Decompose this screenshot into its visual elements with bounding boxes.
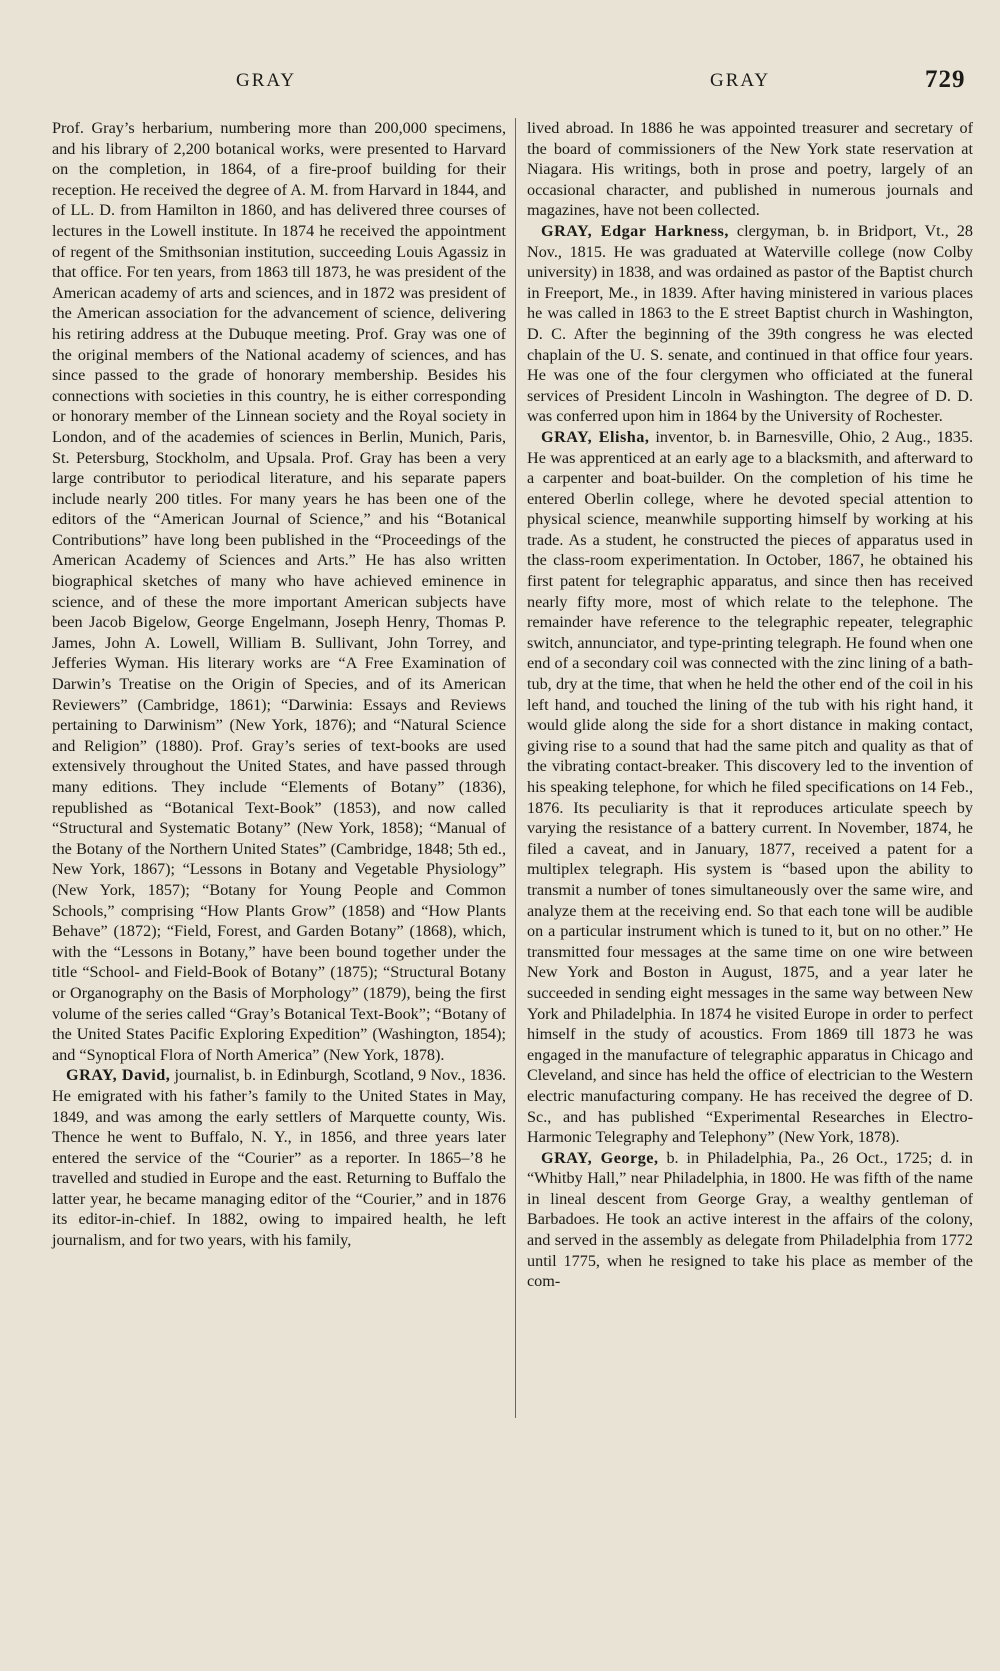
running-head [0, 66, 1000, 106]
gray-asa-continued-paragraph: Prof. Gray’s herbarium, numbering more than 200,000 specimens, and his library of 2,200 botanical works, were presented to Harvard on the completion, in 1864, of a fire-proof building for their reception. He received the degree of A. M. from Harvard in 1844, and of LL. D. from Hamilton in 1860, and has delivered three courses of lectures in the Lowell institute. In 1874 he received the appointment of regent of the Smithsonian institution, succeeding Louis Agassiz in that office. For ten years, from 1863 till 1873, he was president of the American academy of arts and sciences, and in 1872 was president of the American association for the advancement of science, delivering his retiring address at the Dubuque meeting. Prof. Gray was one of the original members of the National academy of sciences, and has since passed to the grade of honorary membership. Besides his connections with societies in this country, he is either corresponding or honorary member of the Linnean society and the Royal society in London, and of the academies of sciences in Berlin, Munich, Paris, St. Petersburg, Stockholm, and Upsala. Prof. Gray has been a very large contributor to periodical literature, and his separate papers include nearly 200 titles. For many years he has been one of the editors of the “American Journal of Science,” and his “Botanical Contributions” have long been published in the “Proceedings of the American Academy of Sciences and Arts.” He has also written biographical sketches of many who have achieved eminence in science, and of these the more important American subjects have been Jacob Bigelow, George Engelmann, Joseph Henry, Thomas P. James, John A. Lowell, William B. Sullivant, John Torrey, and Jefferies Wyman. His literary works are “A Free Examination of Darwin’s Treatise on the Origin of Species, and of its American Reviewers” (Cambridge, 1861); “Darwinia: Essays and Reviews pertaining to Darwinism” (New York, 1876); and “Natural Science and Religion” (1880). Prof. Gray’s series of text-books are used extensively throughout the United States, and have passed through many editions. They include “Elements of Botany” (1836), republished as “Botanical Text-Book” (1853), and now called “Structural and Systematic Botany” (New York, 1858); “Manual of the Botany of the Northern United States” (Cambridge, 1848; 5th ed., New York, 1867); “Lessons in Botany and Vegetable Physiology” (New York, 1857); “Botany for Young People and Common Schools,” comprising “How Plants Grow” (1858) and “How Plants Behave” (1872); “Field, Forest, and Garden Botany” (1868), which, with the “Lessons in Botany,” have been bound together under the title “School- and Field-Book of Botany” (1875); “Structural Botany or Organography on the Basis of Morphology” (1879), being the first volume of the series called “Gray’s Botanical Text-Book”; “Botany of the United States Pacific Exploring Expedition” (Washington, 1854); and “Synoptical Flora of North America” (New York, 1878). [52, 119, 506, 1064]
entry-gray-david [52, 1065, 506, 1250]
entry-gray-elisha [527, 427, 973, 1148]
entry-heading: GRAY, David, [66, 1066, 171, 1085]
running-head-left: GRAY [236, 70, 297, 91]
entry-heading: GRAY, Elisha, [541, 427, 650, 446]
entry-text: inventor, b. in Barnesville, Ohio, 2 Aug., 1835. He was apprenticed at an early age to a blacksmith, and afterward to a carpenter and boat-builder. On the completion of his time he entered Oberlin college, where he devoted special attention to physical science, meanwhile supporting himself by working at his trade. As a student, he constructed the pieces of apparatus used in the class-room experimentation. In October, 1867, he obtained his first patent for telegraphic apparatus, and since then has received nearly fifty more, most of which relate to the telephone. The remainder have reference to the telegraphic repeater, telegraphic switch, annunciator, and type-printing telegraph. He found when one end of a secondary coil was connected with the zinc lining of a bath-tub, dry at the time, that when he held the other end of the coil in his left hand, and touched the lining of the tub with his right hand, it would glide along the side for a short distance in making contact, giving rise to a sound that had the same pitch and quality as that of the vibrating contact-breaker. This discovery led to the invention of his speaking telephone, for which he filed specifications on 14 Feb., 1876. Its peculiarity is that it reproduces articulate speech by varying the resistance of a battery current. In November, 1874, he filed a caveat, and in January, 1877, received a patent for a multiplex telegraph. His system is “based upon the ability to transmit a number of tones simultaneously over the same wire, and analyze them at the receiving end. So that each tone will be audible on a particular instrument which is tuned to it, but on no other.” He transmitted four messages at the same time on one wire between New York and Boston in August, 1875, and a year later he succeeded in sending eight messages in the same way between New York and Philadelphia. In 1874 he visited Europe in order to perfect himself in the study of acoustics. From 1869 till 1873 he was engaged in the manufacture of telegraphic apparatus in Chicago and Cleveland, and since has held the office of electrician to the Western electric manufacturing company. He has received the degree of D. Sc., and has published “Experimental Researches in Electro-Harmonic Telegraphy and Telephony” (New York, 1878). [527, 427, 974, 1147]
column-divider [515, 118, 516, 1418]
right-column [527, 118, 973, 1292]
entry-gray-george [527, 1148, 973, 1292]
entry-text: journalist, b. in Edinburgh, Scotland, 9 Nov., 1836. He emigrated with his father’s family to the United States in May, 1849, and was among the early settlers of Marquette county, Wis. Thence he went to Buffalo, N. Y., in 1856, and three years later entered the service of the “Courier” as a reporter. In 1865–’8 he travelled and studied in Europe and the east. Returning to Buffalo the latter year, he became managing editor of the “Courier,” and in 1876 its editor-in-chief. In 1882, owing to impaired health, he left journalism, and for two years, with his family, [52, 1066, 506, 1250]
page-number: 729 [925, 66, 966, 93]
left-column [52, 118, 506, 1251]
entry-gray-edgar-harkness [527, 221, 973, 427]
entry-heading: GRAY, George, [541, 1148, 659, 1167]
entry-heading: GRAY, Edgar Harkness, [541, 221, 729, 240]
entry-text: b. in Philadelphia, Pa., 26 Oct., 1725; d. in “Whitby Hall,” near Philadelphia, in 1800. He was fifth of the name in lineal descent from George Gray, a wealthy gentleman of Barbadoes. He took an active interest in the affairs of the colony, and served in the assembly as delegate from Philadelphia from 1772 until 1775, when he resigned to take his place as member of the com- [527, 1148, 973, 1291]
running-head-right: GRAY [710, 70, 771, 91]
gray-david-continued-paragraph: lived abroad. In 1886 he was appointed treasurer and secretary of the board of commissioners of the New York state reservation at Niagara. His writings, both in prose and poetry, largely of an occasional character, and published in numerous journals and magazines, have not been collected. [527, 119, 973, 220]
entry-text: clergyman, b. in Bridport, Vt., 28 Nov., 1815. He was graduated at Waterville college (now Colby university) in 1838, and was ordained as pastor of the Baptist church in Freeport, Me., in 1839. After having ministered in various places he was called in 1863 to the E street Baptist church in Washington, D. C. After the beginning of the 39th congress he was elected chaplain of the U. S. senate, and continued in that office four years. He was one of the four clergymen who officiated at the funeral services of President Lincoln in Washington. The degree of D. D. was conferred upon him in 1864 by the University of Rochester. [527, 221, 973, 426]
